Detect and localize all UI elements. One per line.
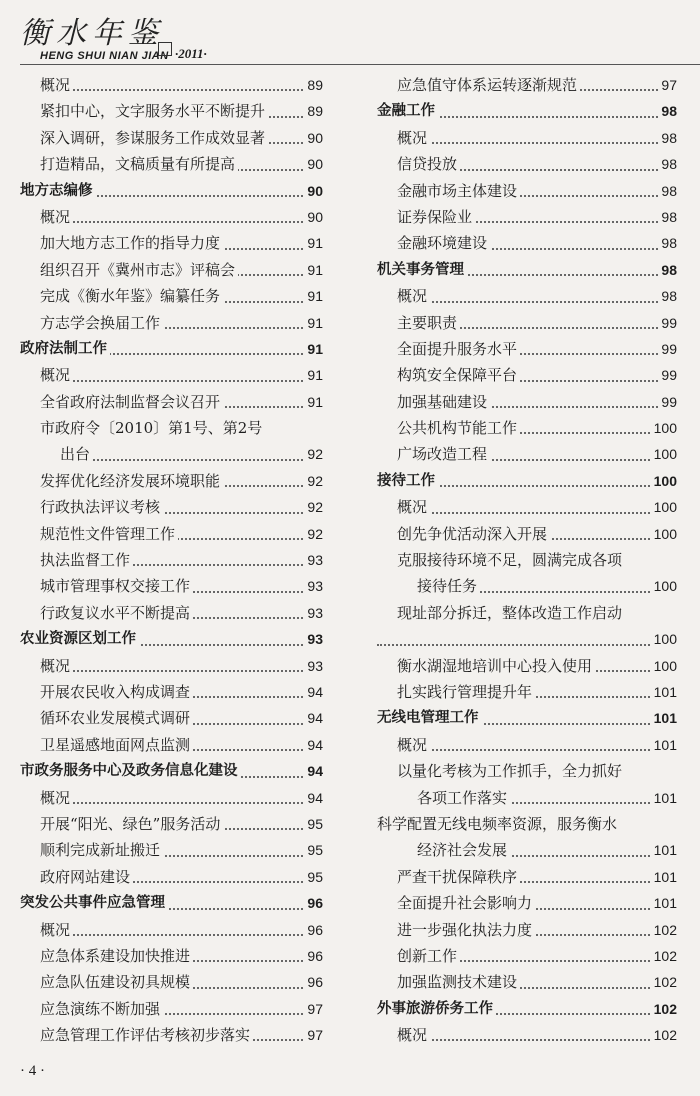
- toc-entry-page: 94: [304, 705, 323, 731]
- toc-entry-title: 概况: [20, 362, 73, 388]
- toc-entry-page: 102: [651, 969, 677, 995]
- toc-entry-title: 紧扣中心，文字服务水平不断提升: [20, 98, 268, 124]
- toc-entry-title: 概况: [377, 494, 430, 520]
- toc-entry-title: 主要职责: [377, 310, 460, 336]
- toc-entry-title: 各项工作落实: [377, 785, 510, 811]
- toc-entry: [377, 943, 677, 969]
- toc-entry: [20, 521, 323, 547]
- toc-entry: [20, 310, 323, 336]
- toc-entry-page: 93: [304, 626, 323, 652]
- toc-entry: [377, 547, 677, 573]
- toc-entry-title: 概况: [20, 72, 73, 98]
- toc-section-entry: [377, 468, 677, 494]
- toc-entry-title: 概况: [377, 732, 430, 758]
- toc-entry: [377, 441, 677, 467]
- toc-entry-page: 93: [304, 653, 323, 679]
- toc-entry-page: 98: [658, 151, 677, 177]
- toc-entry: [20, 811, 323, 837]
- toc-entry-page: 100: [651, 468, 677, 494]
- toc-entry: [20, 362, 323, 388]
- toc-entry: [20, 547, 323, 573]
- toc-entry: [377, 283, 677, 309]
- toc-entry: [20, 837, 323, 863]
- toc-entry-page: 90: [304, 178, 323, 204]
- toc-column-right: [377, 72, 677, 1048]
- toc-entry: [20, 494, 323, 520]
- toc-section-entry: [377, 996, 677, 1022]
- toc-entry: [20, 917, 323, 943]
- toc-entry: [20, 125, 323, 151]
- toc-entry: [377, 230, 677, 256]
- toc-entry-title: 构筑安全保障平台: [377, 362, 520, 388]
- toc-entry-title: 卫星遥感地面网点监测: [20, 732, 193, 758]
- toc-entry-title: 规范性文件管理工作: [20, 521, 178, 547]
- toc-entry-title: 金融环境建设: [377, 230, 490, 256]
- toc-entry-title: 全省政府法制监督会议召开: [20, 389, 223, 415]
- toc-entry-title: 金融工作: [377, 98, 438, 124]
- toc-entry-page: 98: [658, 283, 677, 309]
- toc-entry-page: 101: [651, 785, 677, 811]
- toc-entry: [20, 679, 323, 705]
- toc-entry: [377, 600, 677, 626]
- toc-entry-title: 突发公共事件应急管理: [20, 890, 168, 916]
- toc-entry-page: 100: [651, 521, 677, 547]
- toc-entry: [377, 758, 677, 784]
- toc-entry: [20, 72, 323, 98]
- toc-entry: [20, 468, 323, 494]
- toc-entry-page: 90: [304, 151, 323, 177]
- toc-entry: [20, 283, 323, 309]
- toc-entry: [20, 653, 323, 679]
- toc-entry-title: 出台: [20, 441, 93, 467]
- toc-entry-title: 外事旅游侨务工作: [377, 996, 496, 1022]
- toc-entry: [377, 125, 677, 151]
- toc-entry-title: 以量化考核为工作抓手，全力抓好: [377, 758, 625, 784]
- toc-entry-page: 98: [658, 125, 677, 151]
- toc-entry-title: 经济社会发展: [377, 837, 510, 863]
- toc-entry-title: 现址部分拆迁，整体改造工作启动: [377, 600, 625, 626]
- toc-entry-page: 99: [658, 336, 677, 362]
- toc-entry: [377, 494, 677, 520]
- toc-entry-title: 衡水湖湿地培训中心投入使用: [377, 653, 595, 679]
- toc-entry-page: 92: [304, 468, 323, 494]
- toc-entry-title: 无线电管理工作: [377, 705, 482, 731]
- toc-entry-page: 91: [304, 283, 323, 309]
- toc-entry-title: 概况: [377, 283, 430, 309]
- toc-entry-title: 科学配置无线电频率资源，服务衡水: [377, 811, 620, 837]
- toc-section-entry: [20, 758, 323, 784]
- toc-entry-page: 93: [304, 573, 323, 599]
- toc-entry-page: 91: [304, 362, 323, 388]
- toc-entry-title: 概况: [20, 917, 73, 943]
- toc-entry-title: 发挥优化经济发展环境职能: [20, 468, 223, 494]
- toc-entry-page: 89: [304, 98, 323, 124]
- toc-entry-page: 98: [658, 230, 677, 256]
- toc-entry-page: 98: [658, 178, 677, 204]
- toc-entry-title: 接待工作: [377, 468, 438, 494]
- toc-section-entry: [20, 626, 323, 652]
- toc-entry: [20, 573, 323, 599]
- toc-entry-title: 进一步强化执法力度: [377, 917, 535, 943]
- toc-entry: [20, 705, 323, 731]
- toc-entry-page: 90: [304, 204, 323, 230]
- toc-entry: [20, 943, 323, 969]
- toc-entry-page: 100: [651, 441, 677, 467]
- toc-entry: [377, 521, 677, 547]
- toc-entry-page: 99: [658, 389, 677, 415]
- toc-entry-title: 开展“阳光、绿色”服务活动: [20, 811, 223, 837]
- toc-entry-page: 93: [304, 547, 323, 573]
- toc-entry-page: 96: [304, 890, 323, 916]
- toc-entry-title: 金融市场主体建设: [377, 178, 520, 204]
- toc-entry: [377, 72, 677, 98]
- toc-entry-title: 完成《衡水年鉴》编纂任务: [20, 283, 223, 309]
- toc-entry: [377, 917, 677, 943]
- toc-entry-title: 加强监测技术建设: [377, 969, 520, 995]
- toc-entry: [20, 98, 323, 124]
- toc-entry: [377, 178, 677, 204]
- toc-entry-title: 概况: [20, 204, 73, 230]
- toc-entry-title: 全面提升服务水平: [377, 336, 520, 362]
- toc-entry: [377, 837, 677, 863]
- toc-entry-page: 91: [304, 230, 323, 256]
- toc-entry-page: 92: [304, 441, 323, 467]
- toc-entry-page: 101: [651, 890, 677, 916]
- toc-entry-page: 94: [304, 679, 323, 705]
- toc-entry: [377, 890, 677, 916]
- toc-entry: [20, 441, 323, 467]
- toc-entry-title: 加大地方志工作的指导力度: [20, 230, 223, 256]
- toc-entry: [377, 415, 677, 441]
- toc-entry-page: 101: [651, 705, 677, 731]
- toc-entry-page: 94: [304, 785, 323, 811]
- toc-entry-page: 94: [304, 758, 323, 784]
- toc-entry-title: 扎实践行管理提升年: [377, 679, 535, 705]
- toc-section-entry: [20, 890, 323, 916]
- toc-entry: [377, 573, 677, 599]
- toc-entry-page: 97: [304, 1022, 323, 1048]
- toc-entry-title: 创先争优活动深入开展: [377, 521, 550, 547]
- toc-section-entry: [20, 178, 323, 204]
- toc-entry: [20, 257, 323, 283]
- toc-entry-page: 98: [658, 98, 677, 124]
- toc-entry-title: 政府网站建设: [20, 864, 133, 890]
- toc-section-entry: [377, 705, 677, 731]
- toc-entry: [20, 864, 323, 890]
- yearbook-subtitle: HENG SHUI NIAN JIAN: [40, 50, 169, 62]
- toc-entry: [20, 1022, 323, 1048]
- header-ornament: [158, 42, 172, 56]
- toc-entry-page: 91: [304, 336, 323, 362]
- toc-entry-title: 机关事务管理: [377, 257, 467, 283]
- toc-entry: [20, 600, 323, 626]
- toc-entry-title: 开展农民收入构成调查: [20, 679, 193, 705]
- toc-entry-page: 92: [304, 521, 323, 547]
- toc-entry-page: 100: [651, 494, 677, 520]
- toc-entry-page: 100: [651, 626, 677, 652]
- toc-entry-title: 克服接待环境不足，圆满完成各项: [377, 547, 625, 573]
- toc-entry-page: 101: [651, 864, 677, 890]
- toc-entry-page: 98: [658, 257, 677, 283]
- toc-entry-page: 102: [651, 917, 677, 943]
- toc-entry-page: 90: [304, 125, 323, 151]
- toc-section-entry: [20, 336, 323, 362]
- toc-entry: [377, 969, 677, 995]
- toc-entry: [377, 679, 677, 705]
- toc-entry-title: 打造精品，文稿质量有所提高: [20, 151, 238, 177]
- toc-entry: [20, 389, 323, 415]
- toc-entry-page: 96: [304, 917, 323, 943]
- toc-entry: [20, 151, 323, 177]
- toc-entry: [377, 653, 677, 679]
- toc-entry-title: 市政务服务中心及政务信息化建设: [20, 758, 241, 784]
- toc-entry: [377, 336, 677, 362]
- toc-entry-page: 97: [658, 72, 677, 98]
- dot-leader: [377, 644, 677, 646]
- toc-entry-page: 100: [651, 415, 677, 441]
- toc-entry-page: 92: [304, 494, 323, 520]
- toc-entry-page: 95: [304, 864, 323, 890]
- toc-entry-page: 96: [304, 943, 323, 969]
- toc-entry-title: 概况: [20, 653, 73, 679]
- toc-entry-page: 100: [651, 573, 677, 599]
- toc-entry: [20, 415, 323, 441]
- toc-entry-page: 95: [304, 811, 323, 837]
- toc-entry-page: 98: [658, 204, 677, 230]
- toc-entry-title: 执法监督工作: [20, 547, 133, 573]
- toc-entry-page: 91: [304, 389, 323, 415]
- toc-entry-page: 93: [304, 600, 323, 626]
- toc-entry-page: 99: [658, 310, 677, 336]
- toc-entry: [377, 811, 677, 837]
- toc-entry: [377, 864, 677, 890]
- yearbook-title: 衡水年鉴: [20, 16, 164, 51]
- toc-entry: [377, 626, 677, 652]
- toc-entry-page: 95: [304, 837, 323, 863]
- toc-entry-title: 概况: [377, 1022, 430, 1048]
- toc-entry-title: 加强基础建设: [377, 389, 490, 415]
- toc-entry: [377, 204, 677, 230]
- toc-entry-page: 101: [651, 732, 677, 758]
- toc-entry: [20, 785, 323, 811]
- toc-entry-page: 101: [651, 679, 677, 705]
- toc-entry: [377, 785, 677, 811]
- toc-entry-page: 89: [304, 72, 323, 98]
- toc-entry-page: 101: [651, 837, 677, 863]
- toc-entry: [377, 732, 677, 758]
- toc-entry-page: 91: [304, 310, 323, 336]
- page-number: · 4 ·: [20, 1063, 45, 1079]
- toc-entry-title: 组织召开《冀州市志》评稿会: [20, 257, 238, 283]
- toc-entry-title: 证券保险业: [377, 204, 475, 230]
- toc-section-entry: [377, 98, 677, 124]
- header-rule: [20, 64, 700, 65]
- toc-entry-page: 100: [651, 653, 677, 679]
- toc-entry: [20, 230, 323, 256]
- toc-entry-page: 94: [304, 732, 323, 758]
- toc-entry-title: 行政执法评议考核: [20, 494, 163, 520]
- toc-entry-title: 概况: [377, 125, 430, 151]
- toc-entry: [377, 389, 677, 415]
- toc-entry: [20, 969, 323, 995]
- toc-entry-title: 全面提升社会影响力: [377, 890, 535, 916]
- toc-entry: [377, 310, 677, 336]
- toc-entry-title: 严查干扰保障秩序: [377, 864, 520, 890]
- toc-entry-title: 应急体系建设加快推进: [20, 943, 193, 969]
- toc-entry-title: 城市管理事权交接工作: [20, 573, 193, 599]
- toc-entry-title: 方志学会换届工作: [20, 310, 163, 336]
- toc-entry: [20, 996, 323, 1022]
- toc-column-left: [20, 72, 323, 1048]
- toc-entry-title: 循环农业发展模式调研: [20, 705, 193, 731]
- toc-entry-page: 91: [304, 257, 323, 283]
- toc-entry-title: 政府法制工作: [20, 336, 110, 362]
- toc-entry-title: 公共机构节能工作: [377, 415, 520, 441]
- toc-entry-title: 应急演练不断加强: [20, 996, 163, 1022]
- toc-entry-title: 概况: [20, 785, 73, 811]
- toc-entry-title: 行政复议水平不断提高: [20, 600, 193, 626]
- toc-entry-page: 102: [651, 943, 677, 969]
- toc-entry-page: 97: [304, 996, 323, 1022]
- toc-entry-title: 市政府令〔2010〕第1号、第2号: [20, 415, 265, 441]
- toc-entry-title: 深入调研，参谋服务工作成效显著: [20, 125, 268, 151]
- toc-entry-title: 广场改造工程: [377, 441, 490, 467]
- toc-entry: [377, 1022, 677, 1048]
- toc-entry-title: 应急队伍建设初具规模: [20, 969, 193, 995]
- toc-entry: [20, 204, 323, 230]
- toc-entry-page: 96: [304, 969, 323, 995]
- toc-section-entry: [377, 257, 677, 283]
- toc-entry: [20, 732, 323, 758]
- toc-entry-page: 102: [651, 996, 677, 1022]
- toc-entry-title: 创新工作: [377, 943, 460, 969]
- toc-entry-title: 顺利完成新址搬迁: [20, 837, 163, 863]
- toc-entry-title: 应急值守体系运转逐渐规范: [377, 72, 580, 98]
- toc-entry-page: 102: [651, 1022, 677, 1048]
- toc-entry-title: 农业资源区划工作: [20, 626, 139, 652]
- toc-entry: [377, 362, 677, 388]
- toc-entry-title: 信贷投放: [377, 151, 460, 177]
- toc-entry: [377, 151, 677, 177]
- toc-entry-page: 99: [658, 362, 677, 388]
- toc-entry-title: 接待任务: [377, 573, 480, 599]
- yearbook-year: ·2011·: [175, 46, 207, 61]
- toc-entry-title: 应急管理工作评估考核初步落实: [20, 1022, 253, 1048]
- toc-entry-title: 地方志编修: [20, 178, 96, 204]
